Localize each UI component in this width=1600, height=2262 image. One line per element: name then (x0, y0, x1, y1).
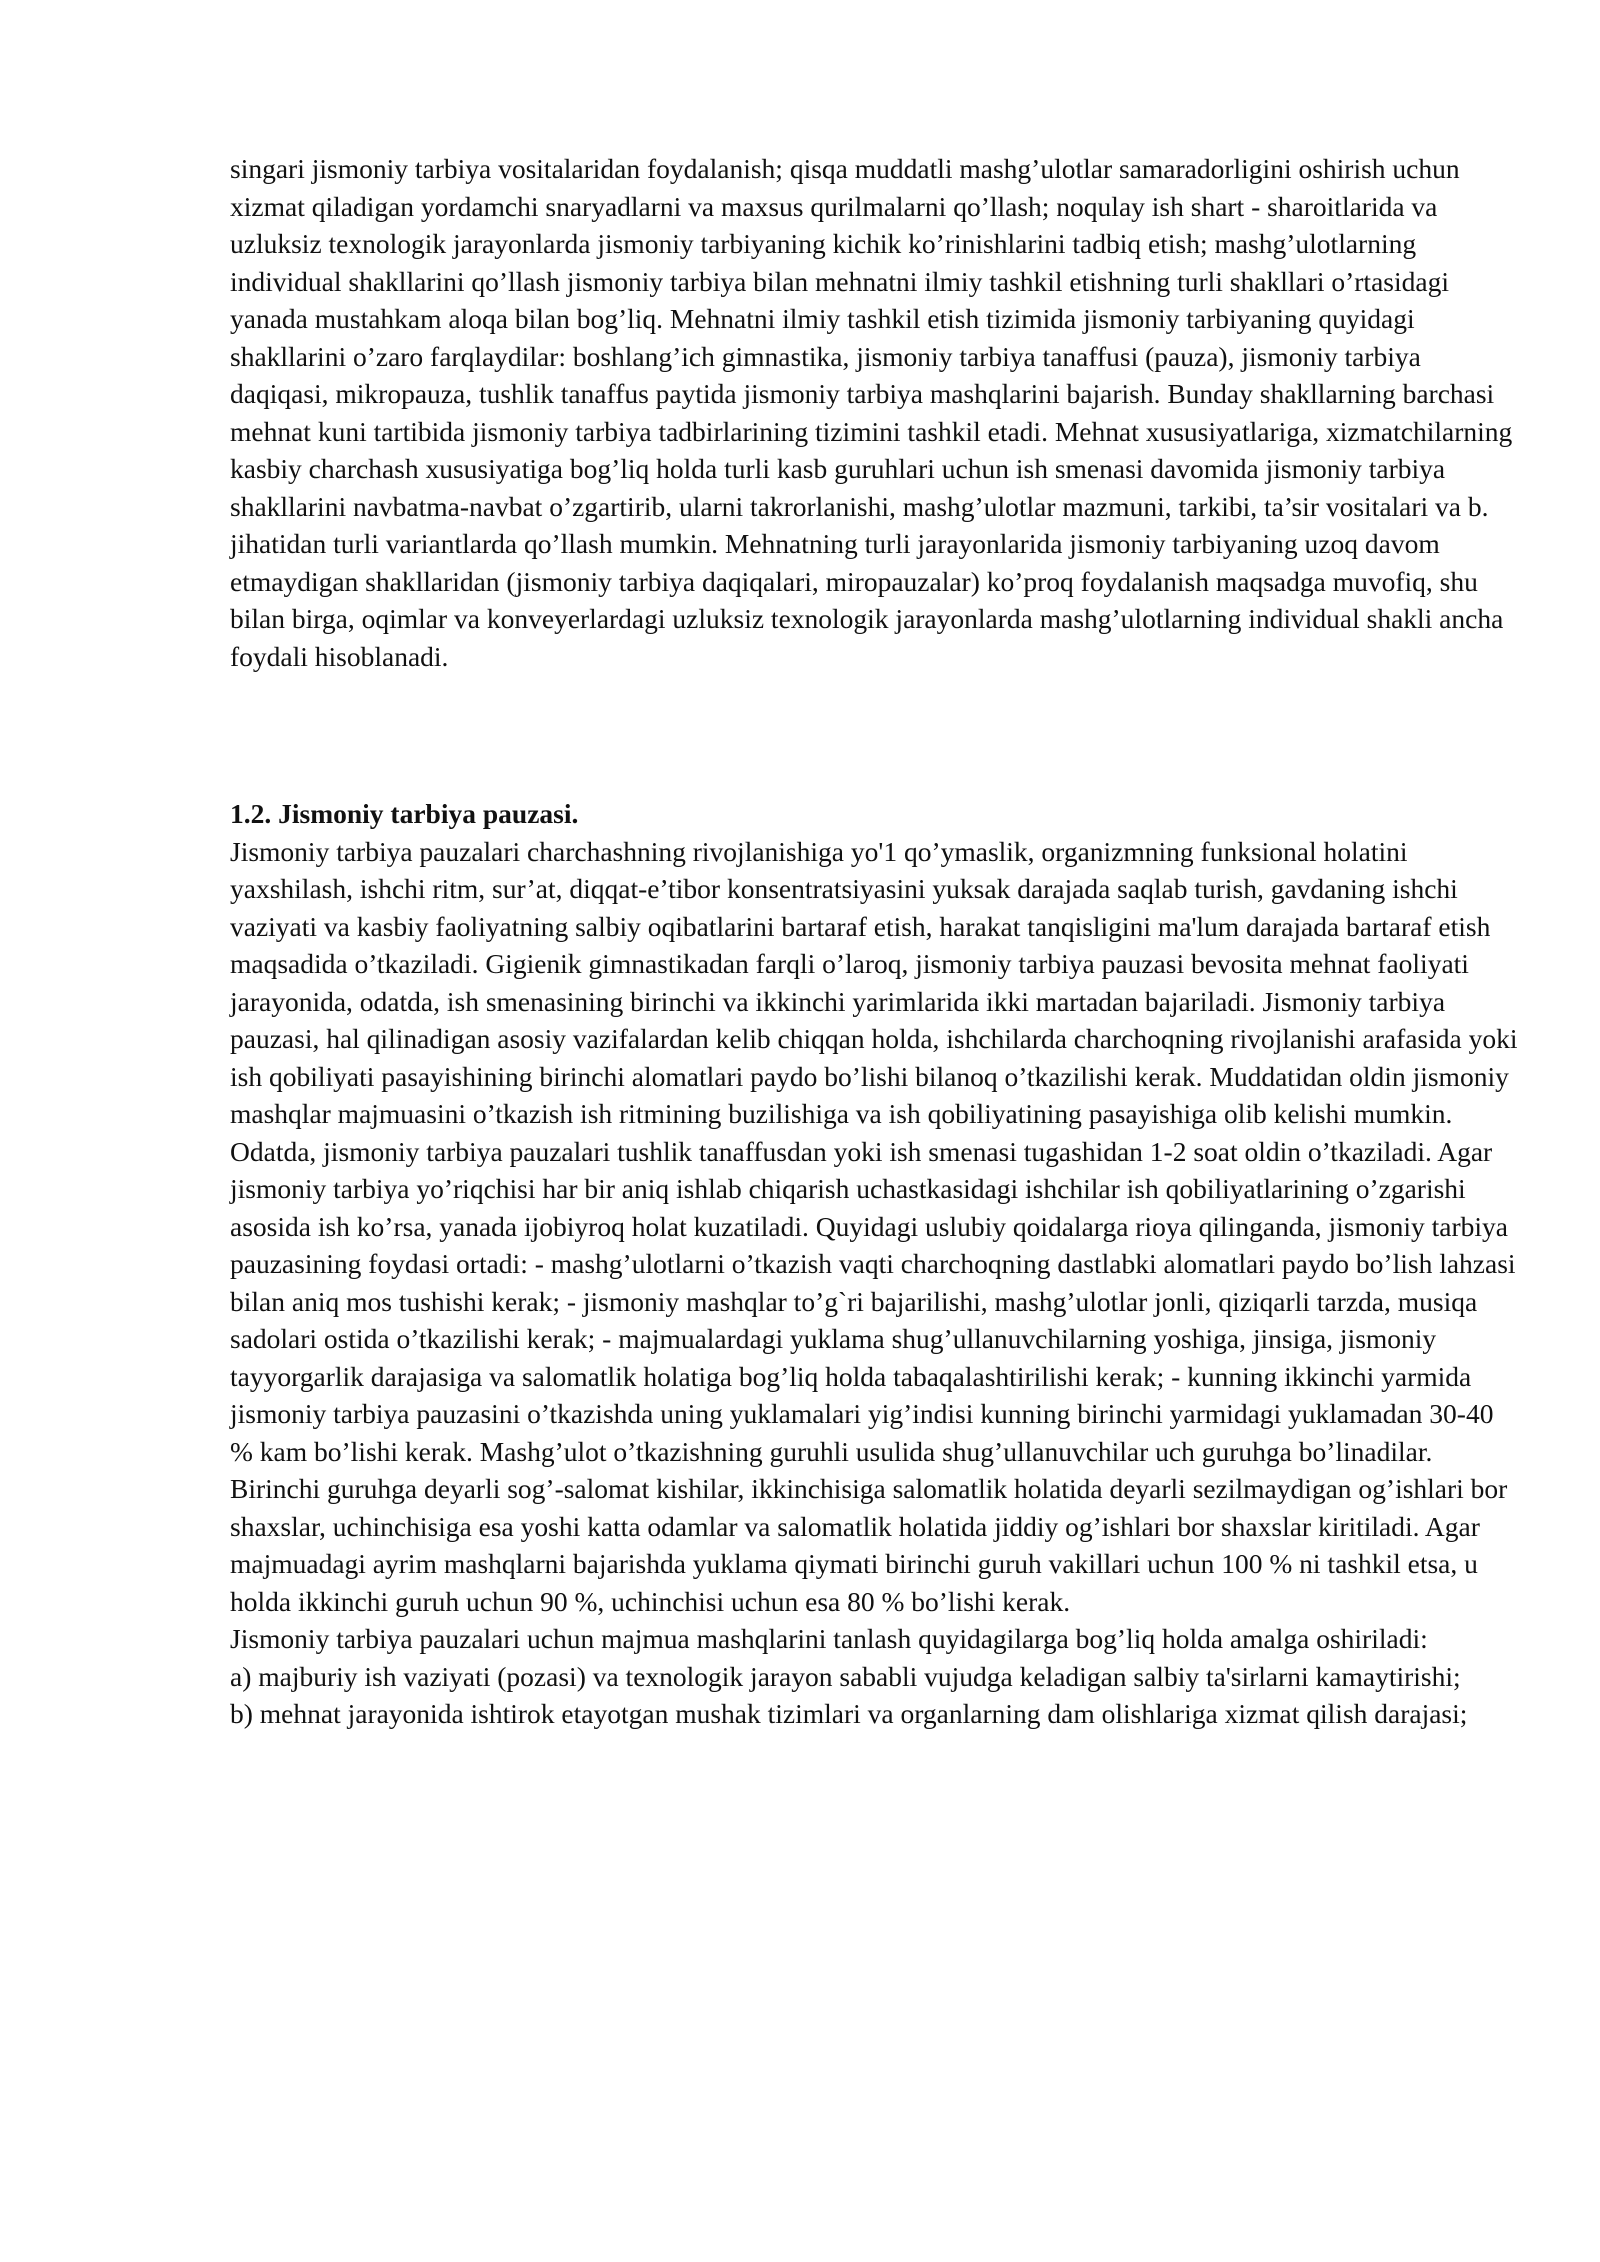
list-item-a: a) majburiy ish vaziyati (pozasi) va texnologik jarayon sababli vujudga keladigan salbiy ta'sirlarni kamaytirishi; (230, 1660, 1461, 1692)
intro-paragraph: singari jismoniy tarbiya vositalaridan foydalanish; qisqa muddatli mashg’ulotlar samaradorligini oshirish uchun xizmat qiladigan yordamchi snaryadlarni va maxsus qurilmalarni qo’llash; noqulay ish shart - sharoitlarida va uzluksiz texnologik jarayonlarda jismoniy tarbiyaning kichik ko’rinishlarini tadbiq etish; mashg’ulotlarning individual shakllarini qo’llash jismoniy tarbiya bilan mehnatni ilmiy tashkil etishning turli shakllari o’rtasidagi yanada mustahkam aloqa bilan bog’liq. Mehnatni ilmiy tashkil etish tizimida jismoniy tarbiyaning quyidagi shakllarini o’zaro farqlaydilar: boshlang’ich gimnastika, jismoniy tarbiya tanaffusi (pauza), jismoniy tarbiya daqiqasi, mikropauza, tushlik tanaffus paytida jismoniy tarbiya mashqlarini bajarish. Bunday shakllarning barchasi mehnat kuni tartibida jismoniy tarbiya tadbirlarining tizimini tashkil etadi. Mehnat xususiyatlariga, xizmatchilarning kasbiy charchash xususiyatiga bog’liq holda turli kasb guruhlari uchun ish smenasi davomida jismoniy tarbiya shakllarini navbatma-navbat o’zgartirib, ularni takrorlanishi, mashg’ulotlar mazmuni, tarkibi, ta’sir vositalari va b. jihatidan turli variantlarda qo’llash mumkin. Mehnatning turli jarayonlarida jismoniy tarbiyaning uzoq davom etmaydigan shakllaridan (jismoniy tarbiya daqiqalari, miropauzalar) ko’proq foydalanish maqsadga muvofiq, shu bilan birga, oqimlar va konveyerlardagi uzluksiz texnologik jarayonlarda mashg’ulotlarning individual shakli ancha foydali hisoblanadi. (230, 153, 1513, 672)
section-paragraph-2: Jismoniy tarbiya pauzalari uchun majmua mashqlarini tanlash quyidagilarga bog’liq holda amalga oshiriladi: (230, 1623, 1428, 1654)
list-item-b: b) mehnat jarayonida ishtirok etayotgan mushak tizimlari va organlarning dam olishlariga xizmat qilish darajasi; (230, 1698, 1468, 1729)
section-paragraph-1: Jismoniy tarbiya pauzalari charchashning rivojlanishiga yo'1 qo’ymaslik, organizmning funksional holatini yaxshilash, ishchi ritm, sur’at, diqqat-e’tibor konsentratsiyasini yuksak darajada saqlab turish, gavdaning ishchi vaziyati va kasbiy faoliyatning salbiy oqibatlarini bartaraf etish, harakat tanqisligini ma'lum darajada bartaraf etish maqsadida o’tkaziladi. Gigienik gimnastikadan farqli o’laroq, jismoniy tarbiya pauzasi bevosita mehnat faoliyati jarayonida, odatda, ish smenasining birinchi va ikkinchi yarimlarida ikki martadan bajariladi. Jismoniy tarbiya pauzasi, hal qilinadigan asosiy vazifalardan kelib chiqqan holda, ishchilarda charchoqning rivojlanishi arafasida yoki ish qobiliyati pasayishining birinchi alomatlari paydo bo’lishi bilanoq o’tkazilishi kerak. Muddatidan oldin jismoniy mashqlar majmuasini o’tkazish ish ritmining buzilishiga va ish qobiliyatining pasayishiga olib kelishi mumkin. Odatda, jismoniy tarbiya pauzalari tushlik tanaffusdan yoki ish smenasi tugashidan 1-2 soat oldin o’tkaziladi. Agar jismoniy tarbiya yo’riqchisi har bir aniq ishlab chiqarish uchastkasidagi ishchilar ish qobiliyatlarining o’zgarishi asosida ish ko’rsa, yanada ijobiyroq holat kuzatiladi. Quyidagi uslubiy qoidalarga rioya qilinganda, jismoniy tarbiya pauzasining foydasi ortadi: - mashg’ulotlarni o’tkazish vaqti charchoqning dastlabki alomatlari paydo bo’lish lahzasi bilan aniq mos tushishi kerak; - jismoniy mashqlar to’g`ri bajarilishi, mashg’ulotlar jonli, qiziqarli tarzda, musiqa sadolari ostida o’tkazilishi kerak; - majmualardagi yuklama shug’ullanuvchilarning yoshiga, jinsiga, jismoniy tayyorgarlik darajasiga va salomatlik holatiga bog’liq holda tabaqalashtirilishi kerak; - kunning ikkinchi yarmida jismoniy tarbiya pauzasini o’tkazishda uning yuklamalari yig’indisi kunning birinchi yarmidagi yuklamadan 30-40 % kam bo’lishi kerak. Mashg’ulot o’tkazishning guruhli usulida shug’ullanuvchilar uch guruhga bo’linadilar. Birinchi guruhga deyarli sog’-salomat kishilar, ikkinchisiga salomatlik holatida deyarli sezilmaydigan og’ishlari bor shaxslar, uchinchisiga esa yoshi katta odamlar va salomatlik holatida jiddiy og’ishlari bor shaxslar kiritiladi. Agar majmuadagi ayrim mashqlarni bajarishda yuklama qiymati birinchi guruh vakillari uchun 100 % ni tashkil etsa, u holda ikkinchi guruh uchun 90 %, uchinchisi uchun esa 80 % bo’lishi kerak. (230, 835, 1518, 1617)
section-heading: 1.2. Jismoniy tarbiya pauzasi. (230, 798, 579, 829)
section-spacer (230, 675, 1520, 795)
document-page (230, 150, 1520, 1733)
